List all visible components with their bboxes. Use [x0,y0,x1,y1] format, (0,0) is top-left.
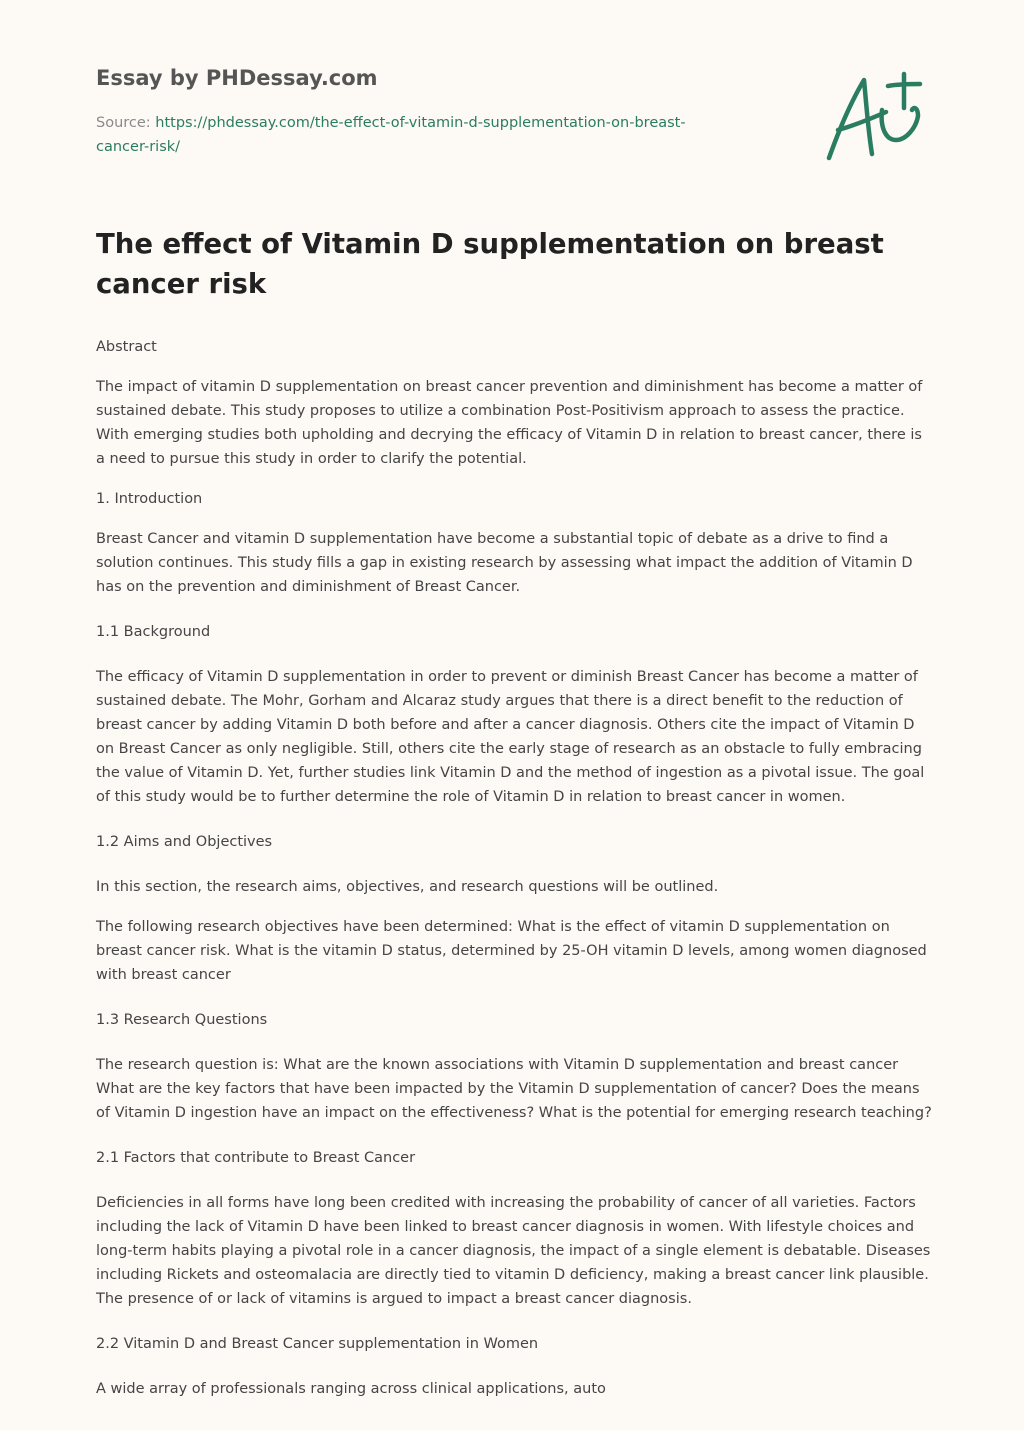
aims-heading: 1.2 Aims and Objectives [96,834,273,850]
essay-title: The effect of Vitamin D supplementation on breast cancer risk [96,228,884,300]
site-title: Essay by PHDessay.com [96,66,378,90]
a-plus-grade-icon [824,70,928,162]
source-line [96,111,736,159]
women-supplementation-heading: 2.2 Vitamin D and Breast Cancer supplementation in Women [96,1336,539,1352]
abstract-heading: Abstract [96,339,157,355]
research-questions-paragraph: The research question is: What are the known associations with Vitamin D supplementation and breast cancer What are the key factors that have been impacted by the Vitamin D supplementation of cancer? Does the means of Vitamin D ingestion have an impact on the effectiveness? What is the potential for emerging research teaching? [96,1057,932,1121]
source-label: Source: [96,115,156,131]
background-paragraph: The efficacy of Vitamin D supplementation in order to prevent or diminish Breast Cancer has become a matter of sustained debate. The Mohr, Gorham and Alcaraz study argues that there is a direct benefit to the reduction of breast cancer by adding Vitamin D both before and after a cancer diagnosis. Others cite the impact of Vitamin D on Breast Cancer as only negligible. Still, others cite the early stage of research as an obstacle to fully embracing the value of Vitamin D. Yet, further studies link Vitamin D and the method of ingestion as a pivotal issue. The goal of this study would be to further determine the role of Vitamin D in relation to breast cancer in women. [96,669,925,805]
essay-header [96,62,736,159]
essay-body [96,224,932,1417]
abstract-paragraph: The impact of vitamin D supplementation on breast cancer prevention and diminishment has become a matter of sustained debate. This study proposes to utilize a combination Post-Positivism approach to assess the practice. With emerging studies both upholding and decrying the efficacy of Vitamin D in relation to breast cancer, there is a need to pursue this study in order to clarify the potential. [96,379,923,467]
factors-heading: 2.1 Factors that contribute to Breast Cancer [96,1150,416,1166]
aims-paragraph-2: The following research objectives have been determined: What is the effect of vitamin D supplementation on breast cancer risk. What is the vitamin D status, determined by 25-OH vitamin D levels, among women diagnosed with breast cancer [96,919,927,983]
research-questions-heading: 1.3 Research Questions [96,1012,268,1028]
source-link[interactable]: https://phdessay.com/the-effect-of-vitamin-d-supplementation-on-breast-cancer-risk/ [96,115,686,155]
factors-paragraph: Deficiencies in all forms have long been credited with increasing the probability of cancer of all varieties. Factors including the lack of Vitamin D have been linked to breast cancer diagnosis in women. With lifestyle choices and long-term habits playing a pivotal role in a cancer diagnosis, the impact of a single element is debatable. Diseases including Rickets and osteomalacia are directly tied to vitamin D deficiency, making a breast cancer link plausible. The presence of or lack of vitamins is argued to impact a breast cancer diagnosis. [96,1195,931,1307]
introduction-paragraph: Breast Cancer and vitamin D supplementation have become a substantial topic of debate as a drive to find a solution continues. This study fills a gap in existing research by assessing what impact the addition of Vitamin D has on the prevention and diminishment of Breast Cancer. [96,531,913,595]
aims-paragraph-1: In this section, the research aims, objectives, and research questions will be outlined. [96,879,719,895]
women-supplementation-paragraph: A wide array of professionals ranging across clinical applications, auto [96,1381,606,1397]
background-heading: 1.1 Background [96,624,211,640]
introduction-heading: 1. Introduction [96,491,203,507]
